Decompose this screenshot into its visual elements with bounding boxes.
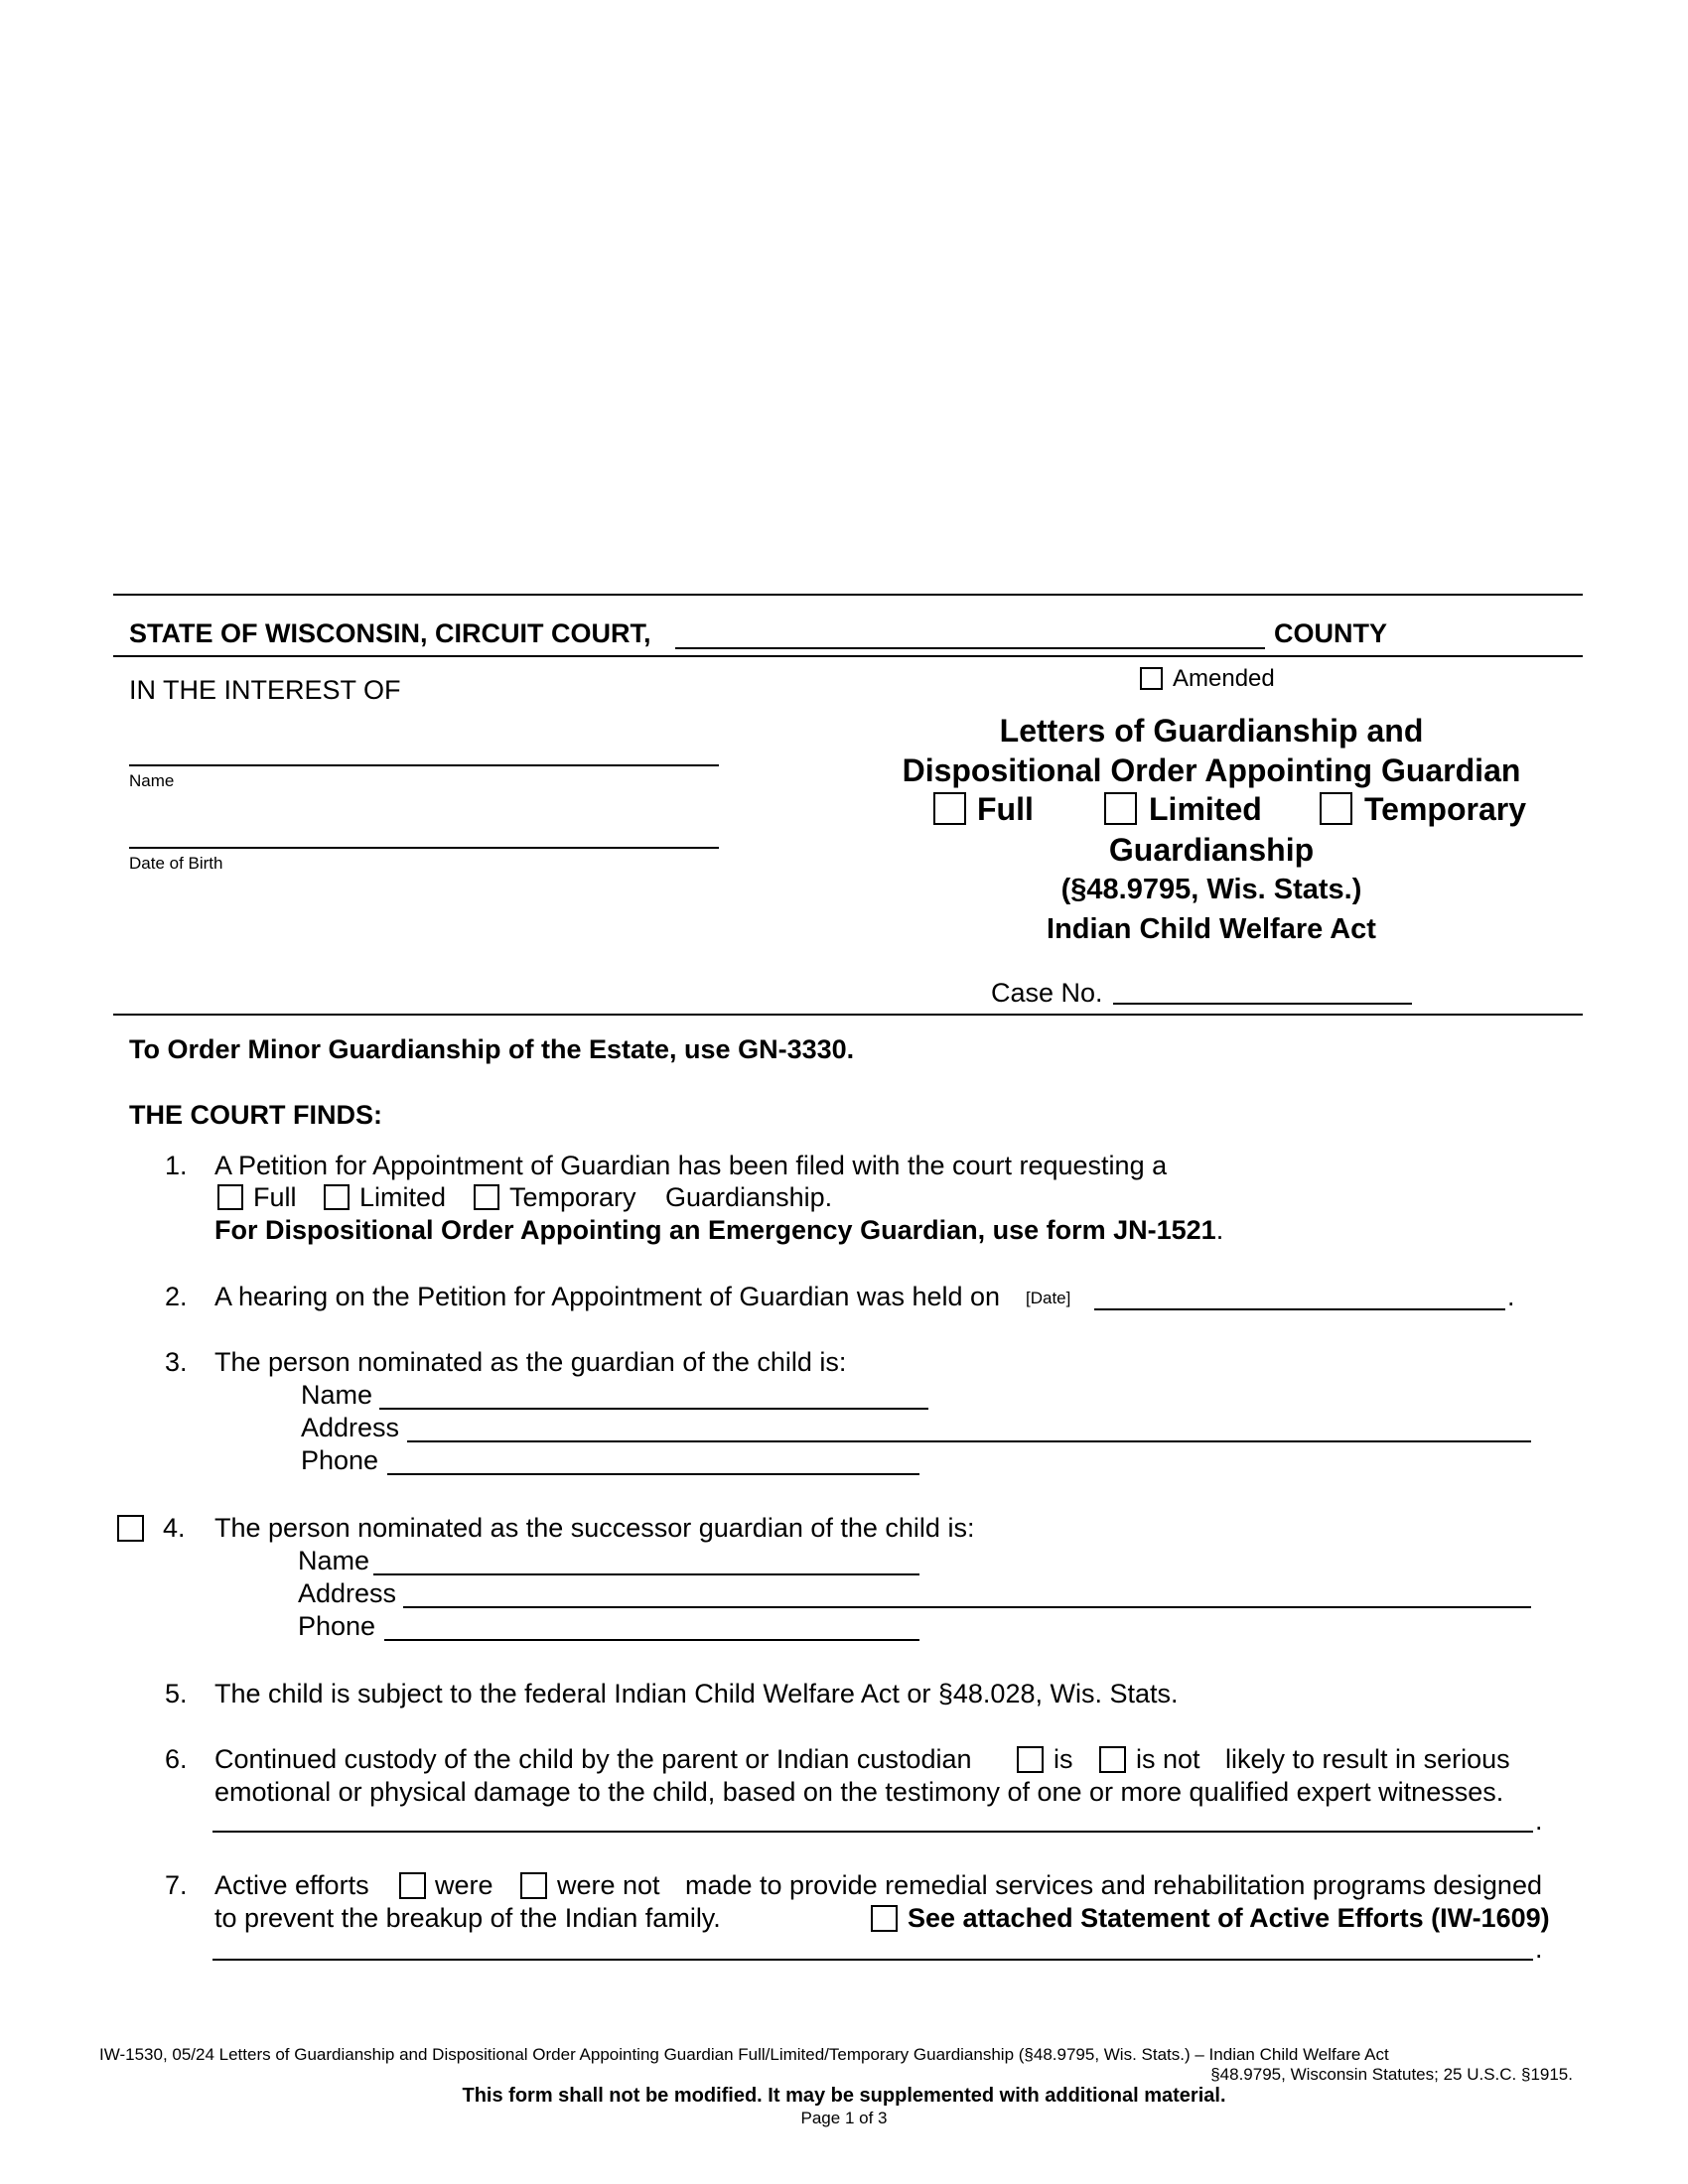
title-temporary-checkbox[interactable]	[1320, 792, 1352, 825]
indian-child-welfare-act: Indian Child Welfare Act	[1047, 913, 1376, 945]
amended-checkbox[interactable]	[1140, 667, 1163, 690]
item2-text: A hearing on the Petition for Appointment of Guardian was held on	[214, 1282, 1001, 1311]
item6-text-b: likely to result in serious	[1225, 1744, 1510, 1774]
amended-label: Amended	[1173, 665, 1275, 692]
top-rule	[113, 594, 1583, 596]
item5-text: The child is subject to the federal Indian Child Welfare Act or §48.028, Wis. Stats.	[214, 1679, 1179, 1708]
item7-number: 7.	[165, 1870, 188, 1900]
item2-number: 2.	[165, 1282, 188, 1311]
item1-emergency-period: .	[1215, 1215, 1224, 1245]
estate-note: To Order Minor Guardianship of the Estate, use GN-3330.	[129, 1034, 855, 1064]
item1-text: A Petition for Appointment of Guardian has been filed with the court requesting a	[214, 1151, 1168, 1180]
title-limited-checkbox[interactable]	[1104, 792, 1137, 825]
footer-statutes: §48.9795, Wisconsin Statutes; 25 U.S.C. §1915.	[1210, 2065, 1573, 2084]
item2-period: .	[1507, 1282, 1515, 1311]
item4-text: The person nominated as the successor guardian of the child is:	[214, 1513, 975, 1543]
item7-text-c: to prevent the breakup of the Indian family.	[214, 1903, 721, 1933]
case-no-field[interactable]	[1113, 1003, 1412, 1005]
case-no-label: Case No.	[991, 978, 1103, 1008]
successor-phone-label: Phone	[298, 1611, 376, 1641]
item6-is-label: is	[1054, 1744, 1073, 1774]
item1-limited-label: Limited	[359, 1182, 447, 1212]
item7-explanation-field[interactable]	[212, 1959, 1533, 1961]
caption-rule	[113, 655, 1583, 657]
item7-attached-label: See attached Statement of Active Efforts (IW-1609)	[908, 1903, 1550, 1933]
item3-text: The person nominated as the guardian of the child is:	[214, 1347, 847, 1377]
guardian-address-field[interactable]	[407, 1440, 1531, 1442]
item6-explanation-field[interactable]	[212, 1831, 1533, 1833]
caption-bottom-rule	[113, 1014, 1583, 1016]
county-label: COUNTY	[1274, 618, 1387, 648]
guardian-name-field[interactable]	[379, 1408, 928, 1410]
dob-field[interactable]	[129, 847, 719, 849]
item1-emergency-text: For Dispositional Order Appointing an Emergency Guardian, use form JN-1521	[214, 1215, 1216, 1245]
item7-period: .	[1535, 1934, 1543, 1964]
item7-were-label: were	[435, 1870, 493, 1900]
item7-attached-checkbox[interactable]	[871, 1905, 898, 1932]
item1-temporary-label: Temporary	[509, 1182, 636, 1212]
guardian-phone-label: Phone	[301, 1445, 379, 1475]
dob-label: Date of Birth	[129, 854, 223, 873]
court-finds-heading: THE COURT FINDS:	[129, 1100, 382, 1130]
successor-name-field[interactable]	[373, 1573, 919, 1575]
item6-text-a: Continued custody of the child by the parent or Indian custodian	[214, 1744, 972, 1774]
form-title-line2: Dispositional Order Appointing Guardian	[902, 752, 1521, 788]
name-field[interactable]	[129, 764, 719, 766]
item1-limited-checkbox[interactable]	[324, 1184, 350, 1210]
footer-page-number: Page 1 of 3	[800, 2109, 888, 2127]
county-field[interactable]	[675, 647, 1265, 649]
successor-address-label: Address	[298, 1578, 397, 1608]
item4-number: 4.	[163, 1513, 186, 1543]
title-full-checkbox[interactable]	[933, 792, 966, 825]
footer-form-id: IW-1530, 05/24 Letters of Guardianship and Dispositional Order Appointing Guardian Full/Limited/Temporary Guardianship (§48.9795, Wis. Stats.) – Indian Child Welfare Act	[99, 2045, 1389, 2064]
item1-emergency-note	[214, 1214, 1223, 1246]
item7-were-not-label: were not	[557, 1870, 660, 1900]
guardian-name-label: Name	[301, 1380, 373, 1410]
item4-checkbox[interactable]	[117, 1515, 144, 1542]
form-title-line1: Letters of Guardianship and	[999, 713, 1424, 749]
item1-number: 1.	[165, 1151, 188, 1180]
item5-number: 5.	[165, 1679, 188, 1708]
item3-number: 3.	[165, 1347, 188, 1377]
successor-phone-field[interactable]	[384, 1639, 919, 1641]
item6-period: .	[1535, 1806, 1543, 1836]
item1-guardianship-label: Guardianship.	[665, 1182, 833, 1212]
title-full-label: Full	[977, 791, 1034, 827]
item1-full-label: Full	[253, 1182, 297, 1212]
hearing-date-field[interactable]	[1094, 1308, 1505, 1310]
successor-address-field[interactable]	[403, 1606, 1531, 1608]
footer-notice: This form shall not be modified. It may be supplemented with additional material.	[462, 2085, 1226, 2107]
name-label: Name	[129, 771, 175, 790]
title-temporary-label: Temporary	[1364, 791, 1527, 827]
item2-date-label: [Date]	[1026, 1289, 1071, 1307]
guardian-address-label: Address	[301, 1413, 400, 1442]
item6-number: 6.	[165, 1744, 188, 1774]
item7-were-not-checkbox[interactable]	[520, 1872, 547, 1899]
state-court-label: STATE OF WISCONSIN, CIRCUIT COURT,	[129, 618, 651, 648]
form-title-guardianship: Guardianship	[1108, 832, 1315, 868]
item7-were-checkbox[interactable]	[399, 1872, 426, 1899]
item7-text-a: Active efforts	[214, 1870, 369, 1900]
item6-is-checkbox[interactable]	[1017, 1746, 1044, 1773]
item7-text-b: made to provide remedial services and rehabilitation programs designed	[685, 1870, 1542, 1900]
guardian-phone-field[interactable]	[387, 1473, 919, 1475]
item1-temporary-checkbox[interactable]	[474, 1184, 499, 1210]
title-limited-label: Limited	[1149, 791, 1262, 827]
in-interest-of-label: IN THE INTEREST OF	[129, 675, 401, 705]
item6-text-c: emotional or physical damage to the child, based on the testimony of one or more qualified expert witnesses.	[214, 1777, 1504, 1807]
item1-full-checkbox[interactable]	[217, 1184, 243, 1210]
successor-name-label: Name	[298, 1546, 370, 1575]
statute-reference: (§48.9795, Wis. Stats.)	[1060, 874, 1362, 905]
item6-is-not-checkbox[interactable]	[1099, 1746, 1126, 1773]
item6-is-not-label: is not	[1136, 1744, 1200, 1774]
